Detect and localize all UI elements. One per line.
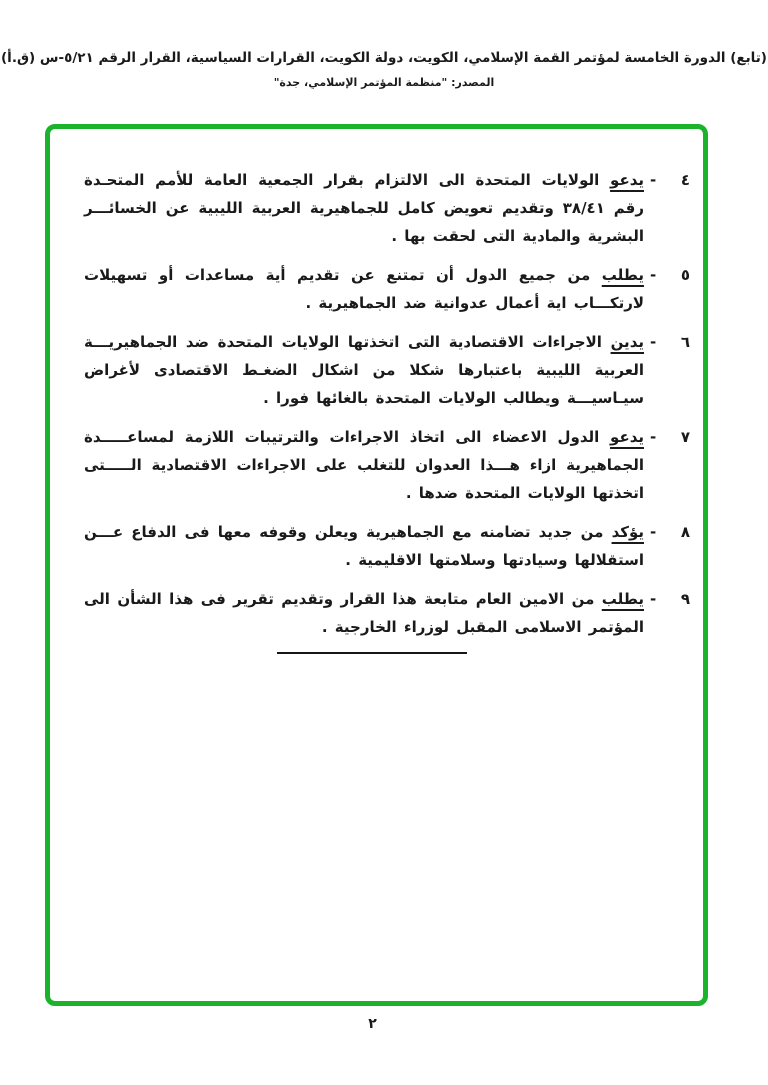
item-number bbox=[644, 261, 690, 289]
header-source: المصدر: "منظمة المؤتمر الإسلامي، جدة" bbox=[273, 76, 495, 89]
item-number-value: ٦ bbox=[680, 333, 690, 351]
resolution-item-9 bbox=[84, 585, 690, 641]
page-number: ٢ bbox=[368, 1016, 377, 1032]
resolution-item-5 bbox=[84, 261, 690, 317]
item-number-dash: - bbox=[650, 333, 657, 351]
item-body-text: من جديد تضامنه مع الجماهيرية ويعلن وقوفه معها فى الدفاع عـــن استقلالها وسيادتها وسلامتها الاقليمية . bbox=[84, 523, 644, 569]
item-number bbox=[644, 328, 690, 356]
document-header bbox=[0, 50, 768, 89]
resolution-item-6 bbox=[84, 328, 690, 412]
item-number-value: ٥ bbox=[680, 266, 690, 284]
item-number-value: ٤ bbox=[680, 171, 690, 189]
item-body-text: من جميع الدول أن تمتنع عن تقديم أية مساعدات أو تسهيلات لارتكـــاب اية أعمال عدوانية ضد الجماهيرية . bbox=[84, 266, 644, 312]
item-text bbox=[84, 166, 644, 250]
item-text bbox=[84, 518, 644, 574]
item-body-text: من الامين العام متابعة هذا القرار وتقديم تقرير فى هذا الشأن الى المؤتمر الاسلامى المقبل لوزراء الخارجية . bbox=[84, 590, 644, 636]
item-body-text: الدول الاعضاء الى اتخاذ الاجراءات والترتيبات اللازمة لمساعـــــدة الجماهيرية ازاء هـــذا العدوان للتغلب على الاجراءات الاقتصادية الـــــتى اتخذتها الولايات المتحدة ضدها . bbox=[84, 428, 644, 502]
item-number-dash: - bbox=[650, 171, 657, 189]
item-text bbox=[84, 261, 644, 317]
item-number bbox=[644, 585, 690, 613]
item-number-dash: - bbox=[650, 523, 657, 541]
item-lead-word: يطلب bbox=[601, 266, 644, 284]
item-body-text: الولايات المتحدة الى الالتزام بقرار الجمعية العامة للأمم المتحـدة رقم ٣٨/٤١ وتقديم تعويض كامل للجماهيرية العربية الليبية عن الخسائـــر البشرية والمادية التى لحقت بها . bbox=[84, 171, 644, 245]
item-lead-word: يدين bbox=[610, 333, 644, 351]
item-number-value: ٨ bbox=[680, 523, 690, 541]
item-number-dash: - bbox=[650, 428, 657, 446]
item-lead-word: يدعو bbox=[610, 171, 644, 189]
item-text bbox=[84, 423, 644, 507]
item-number bbox=[644, 518, 690, 546]
item-lead-word: يدعو bbox=[610, 428, 644, 446]
item-number-value: ٧ bbox=[680, 428, 690, 446]
item-number-dash: - bbox=[650, 266, 657, 284]
resolution-item-8 bbox=[84, 518, 690, 574]
resolution-item-7 bbox=[84, 423, 690, 507]
item-number-dash: - bbox=[650, 590, 657, 608]
item-lead-word: يطلب bbox=[601, 590, 644, 608]
item-number-value: ٩ bbox=[680, 590, 690, 608]
item-body-text: الاجراءات الاقتصادية التى اتخذتها الولايات المتحدة ضد الجماهيريـــة العربية الليبية باعتبارها شكلا من اشكال الضغـط الاقتصادى لأغراض سيـاسيـــة ويطالب الولايات المتحدة بالغائها فورا . bbox=[84, 333, 644, 407]
resolution-item-4 bbox=[84, 166, 690, 250]
end-divider bbox=[277, 652, 467, 654]
item-text bbox=[84, 328, 644, 412]
item-text bbox=[84, 585, 644, 641]
item-number bbox=[644, 166, 690, 194]
item-number bbox=[644, 423, 690, 451]
item-lead-word: يؤكد bbox=[611, 523, 644, 541]
header-title: (تابع) الدورة الخامسة لمؤتمر القمة الإسلامي، الكويت، دولة الكويت، القرارات السياسية، القرار الرقم ٥/٢١-س (ق.أ) bbox=[1, 50, 767, 66]
resolution-list bbox=[84, 166, 690, 652]
